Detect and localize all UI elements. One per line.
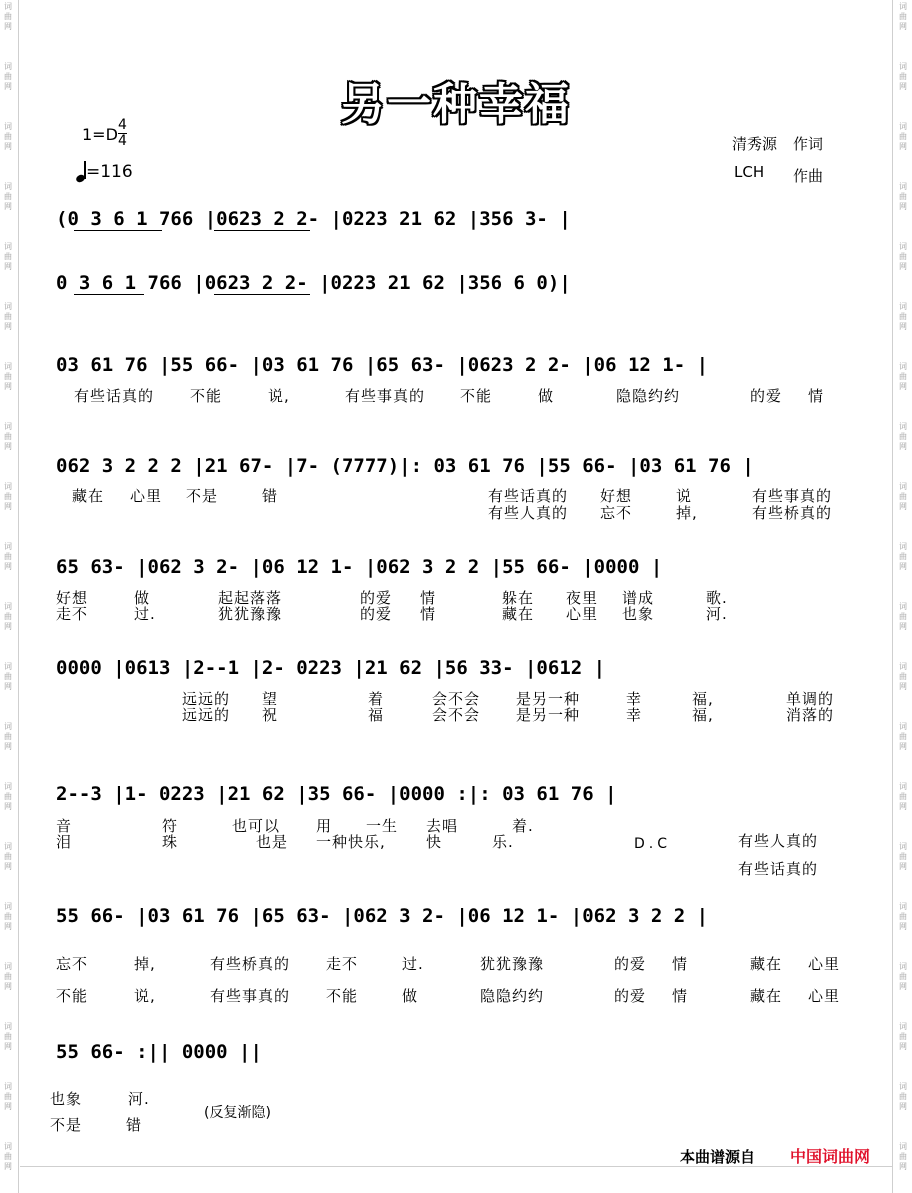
quarter-note-icon (76, 160, 86, 182)
lyric: 歌. (706, 589, 728, 607)
time-sig-top: 4 (118, 117, 127, 133)
watermark-text: 词曲网 (899, 482, 907, 511)
lyric: 的爱 (360, 589, 393, 607)
lyric: 起起落落 (218, 589, 283, 607)
lyric: 是另一种 (516, 706, 581, 724)
watermark-text: 词曲网 (899, 1082, 907, 1111)
watermark-text: 词曲网 (899, 782, 907, 811)
fade-out-instruction: (反复渐隐) (204, 1105, 271, 1121)
watermark-text: 词曲网 (4, 782, 12, 811)
lyric: 藏在 (750, 987, 783, 1005)
lyric: 夜里 (566, 589, 599, 607)
watermark-text: 词曲网 (4, 1022, 12, 1051)
watermark-text: 词曲网 (899, 962, 907, 991)
lyric: 不能 (56, 987, 89, 1005)
notation-row: 65 63- |062 3 2- |06 12 1- |062 3 2 2 |55 66- |0000 | (56, 556, 663, 578)
watermark-text: 词曲网 (4, 542, 12, 571)
lyric: 也象 (50, 1090, 83, 1108)
lyric: 说 (676, 487, 693, 505)
lyric: 犹犹豫豫 (480, 955, 545, 973)
lyric: 幸 (626, 690, 643, 708)
site-name: 中国词曲网 (790, 1147, 871, 1166)
lyric: 心里 (808, 955, 841, 973)
lyric: 去唱 (426, 817, 459, 835)
lyric: 远远的 (182, 690, 231, 708)
lyric: 也象 (622, 605, 655, 623)
lyric: 单调的 (786, 690, 835, 708)
notation-row: 55 66- :|| 0000 || (56, 1041, 262, 1063)
lyric: 的爱 (750, 387, 783, 405)
watermark-text: 词曲网 (4, 182, 12, 211)
watermark-text: 词曲网 (899, 62, 907, 91)
watermark-text: 词曲网 (4, 842, 12, 871)
lyric: 情 (420, 589, 437, 607)
lyric: 不是 (50, 1116, 83, 1134)
lyric: 藏在 (750, 955, 783, 973)
notation-row: 55 66- |03 61 76 |65 63- |062 3 2- |06 12 1- |062 3 2 2 | (56, 905, 709, 927)
lyric: 错 (262, 487, 279, 505)
lyric: 河. (128, 1090, 150, 1108)
notation-row: 062 3 2 2 2 |21 67- |7- (7777)|: 03 61 76 |55 66- |03 61 76 | (56, 455, 754, 477)
lyric: 心里 (566, 605, 599, 623)
lyric: 用 (316, 817, 333, 835)
lyric: 藏在 (502, 605, 535, 623)
notation-row: 03 61 76 |55 66- |03 61 76 |65 63- |0623 2 2- |06 12 1- | (56, 354, 709, 376)
lyric: 的爱 (360, 605, 393, 623)
lyric: 远远的 (182, 706, 231, 724)
watermark-text: 词曲网 (4, 962, 12, 991)
lyric: 也可以 (232, 817, 281, 835)
lyric: 掉, (676, 504, 698, 522)
lyric: 有些人真的 (488, 504, 569, 522)
lyric: 幸 (626, 706, 643, 724)
lyric: 情 (672, 955, 689, 973)
composer-name: LCH (734, 163, 765, 181)
lyric: 心里 (808, 987, 841, 1005)
lyricist-name: 清秀源 (732, 135, 778, 153)
lyric: 也是 (256, 833, 289, 851)
lyric: 有些事真的 (345, 387, 426, 405)
beam-line (74, 294, 144, 295)
da-capo-mark: D.C (634, 836, 672, 852)
lyric: 有些桥真的 (752, 504, 833, 522)
key-signature: 1=D (82, 125, 118, 144)
lyric: 会不会 (432, 690, 481, 708)
watermark-text: 词曲网 (4, 602, 12, 631)
lyric: 乐. (492, 833, 514, 851)
right-watermark-strip (895, 0, 911, 1193)
lyric: 走不 (326, 955, 359, 973)
lyric: 不能 (460, 387, 493, 405)
watermark-text: 词曲网 (4, 122, 12, 151)
lyric: 谱成 (622, 589, 655, 607)
watermark-text: 词曲网 (899, 1022, 907, 1051)
lyric: 消落的 (786, 706, 835, 724)
watermark-text: 词曲网 (899, 242, 907, 271)
lyric: 望 (262, 690, 279, 708)
notation-row: 0 3 6 1 766 |0623 2 2- |0223 21 62 |356 6 0)| (56, 272, 571, 294)
lyric: 福, (692, 690, 714, 708)
beam-line (74, 230, 162, 231)
notation-row: 0000 |0613 |2--1 |2- 0223 |21 62 |56 33- |0612 | (56, 657, 606, 679)
time-sig-bottom: 4 (118, 133, 127, 149)
lyric: 有些话真的 (738, 860, 819, 878)
lyric: 不是 (186, 487, 219, 505)
lyric: 不能 (190, 387, 223, 405)
watermark-text: 词曲网 (899, 662, 907, 691)
watermark-text: 词曲网 (4, 242, 12, 271)
watermark-text: 词曲网 (899, 182, 907, 211)
lyric: 犹犹豫豫 (218, 605, 283, 623)
watermark-text: 词曲网 (4, 662, 12, 691)
lyric: 好想 (600, 487, 633, 505)
lyric: 福 (368, 706, 385, 724)
watermark-text: 词曲网 (899, 362, 907, 391)
watermark-text: 词曲网 (4, 1082, 12, 1111)
lyric: 说, (268, 387, 290, 405)
lyric: 会不会 (432, 706, 481, 724)
lyric: 藏在 (72, 487, 105, 505)
lyric: 心里 (130, 487, 163, 505)
lyric: 忘不 (600, 504, 633, 522)
watermark-text: 词曲网 (4, 902, 12, 931)
watermark-text: 词曲网 (4, 62, 12, 91)
lyric: 珠 (162, 833, 179, 851)
lyric: 情 (420, 605, 437, 623)
lyric: 音 (56, 817, 73, 835)
lyric: 情 (672, 987, 689, 1005)
watermark-text: 词曲网 (4, 2, 12, 31)
watermark-text: 词曲网 (4, 302, 12, 331)
lyric: 的爱 (614, 987, 647, 1005)
left-border-line (18, 0, 19, 1193)
lyric: 祝 (262, 706, 279, 724)
lyric: 情 (808, 387, 825, 405)
watermark-text: 词曲网 (4, 422, 12, 451)
lyric: 有些桥真的 (210, 955, 291, 973)
watermark-text: 词曲网 (899, 422, 907, 451)
right-border-line (892, 0, 893, 1193)
lyric: 着 (368, 690, 385, 708)
lyric: 福, (692, 706, 714, 724)
lyric: 说, (134, 987, 156, 1005)
watermark-text: 词曲网 (899, 1142, 907, 1171)
watermark-text: 词曲网 (899, 902, 907, 931)
lyric: 过. (134, 605, 156, 623)
lyric: 走不 (56, 605, 89, 623)
lyric: 过. (402, 955, 424, 973)
tempo-value: =116 (86, 162, 133, 182)
notation-row: (0 3 6 1 766 |0623 2 2- |0223 21 62 |356 3- | (56, 208, 571, 230)
lyric: 错 (126, 1116, 143, 1134)
tempo-marking (76, 160, 133, 182)
watermark-text: 词曲网 (899, 122, 907, 151)
lyric: 做 (538, 387, 555, 405)
watermark-text: 词曲网 (4, 722, 12, 751)
lyric: 一生 (366, 817, 399, 835)
lyric: 有些话真的 (74, 387, 155, 405)
lyric: 好想 (56, 589, 89, 607)
lyric: 符 (162, 817, 179, 835)
lyric: 泪 (56, 833, 73, 851)
lyric: 一种快乐, (316, 833, 386, 851)
lyric: 是另一种 (516, 690, 581, 708)
watermark-text: 词曲网 (4, 482, 12, 511)
watermark-text: 词曲网 (899, 302, 907, 331)
watermark-text: 词曲网 (4, 362, 12, 391)
lyric: 不能 (326, 987, 359, 1005)
lyric: 河. (706, 605, 728, 623)
watermark-text: 词曲网 (899, 722, 907, 751)
beam-line (214, 294, 310, 295)
lyric: 有些事真的 (752, 487, 833, 505)
watermark-text: 词曲网 (899, 542, 907, 571)
watermark-text: 词曲网 (4, 1142, 12, 1171)
lyric: 隐隐约约 (616, 387, 681, 405)
watermark-text: 词曲网 (899, 842, 907, 871)
lyric: 做 (134, 589, 151, 607)
lyric: 有些人真的 (738, 832, 819, 850)
lyric: 躲在 (502, 589, 535, 607)
lyric: 快 (426, 833, 443, 851)
lyric: 掉, (134, 955, 156, 973)
watermark-text: 词曲网 (899, 602, 907, 631)
lyric: 隐隐约约 (480, 987, 545, 1005)
beam-line (214, 230, 310, 231)
composer-role: 作曲 (793, 167, 824, 185)
lyric: 忘不 (56, 955, 89, 973)
lyric: 着. (512, 817, 534, 835)
time-signature (118, 118, 127, 149)
footer-divider (20, 1166, 892, 1167)
lyric: 做 (402, 987, 419, 1005)
lyricist-role: 作词 (793, 135, 824, 153)
song-title: 另一种幸福 (341, 79, 571, 130)
source-label: 本曲谱源自 (680, 1148, 756, 1166)
lyric: 的爱 (614, 955, 647, 973)
lyric: 有些事真的 (210, 987, 291, 1005)
lyric: 有些话真的 (488, 487, 569, 505)
notation-row: 2--3 |1- 0223 |21 62 |35 66- |0000 :|: 03 61 76 | (56, 783, 617, 805)
watermark-text: 词曲网 (899, 2, 907, 31)
left-watermark-strip (0, 0, 16, 1193)
